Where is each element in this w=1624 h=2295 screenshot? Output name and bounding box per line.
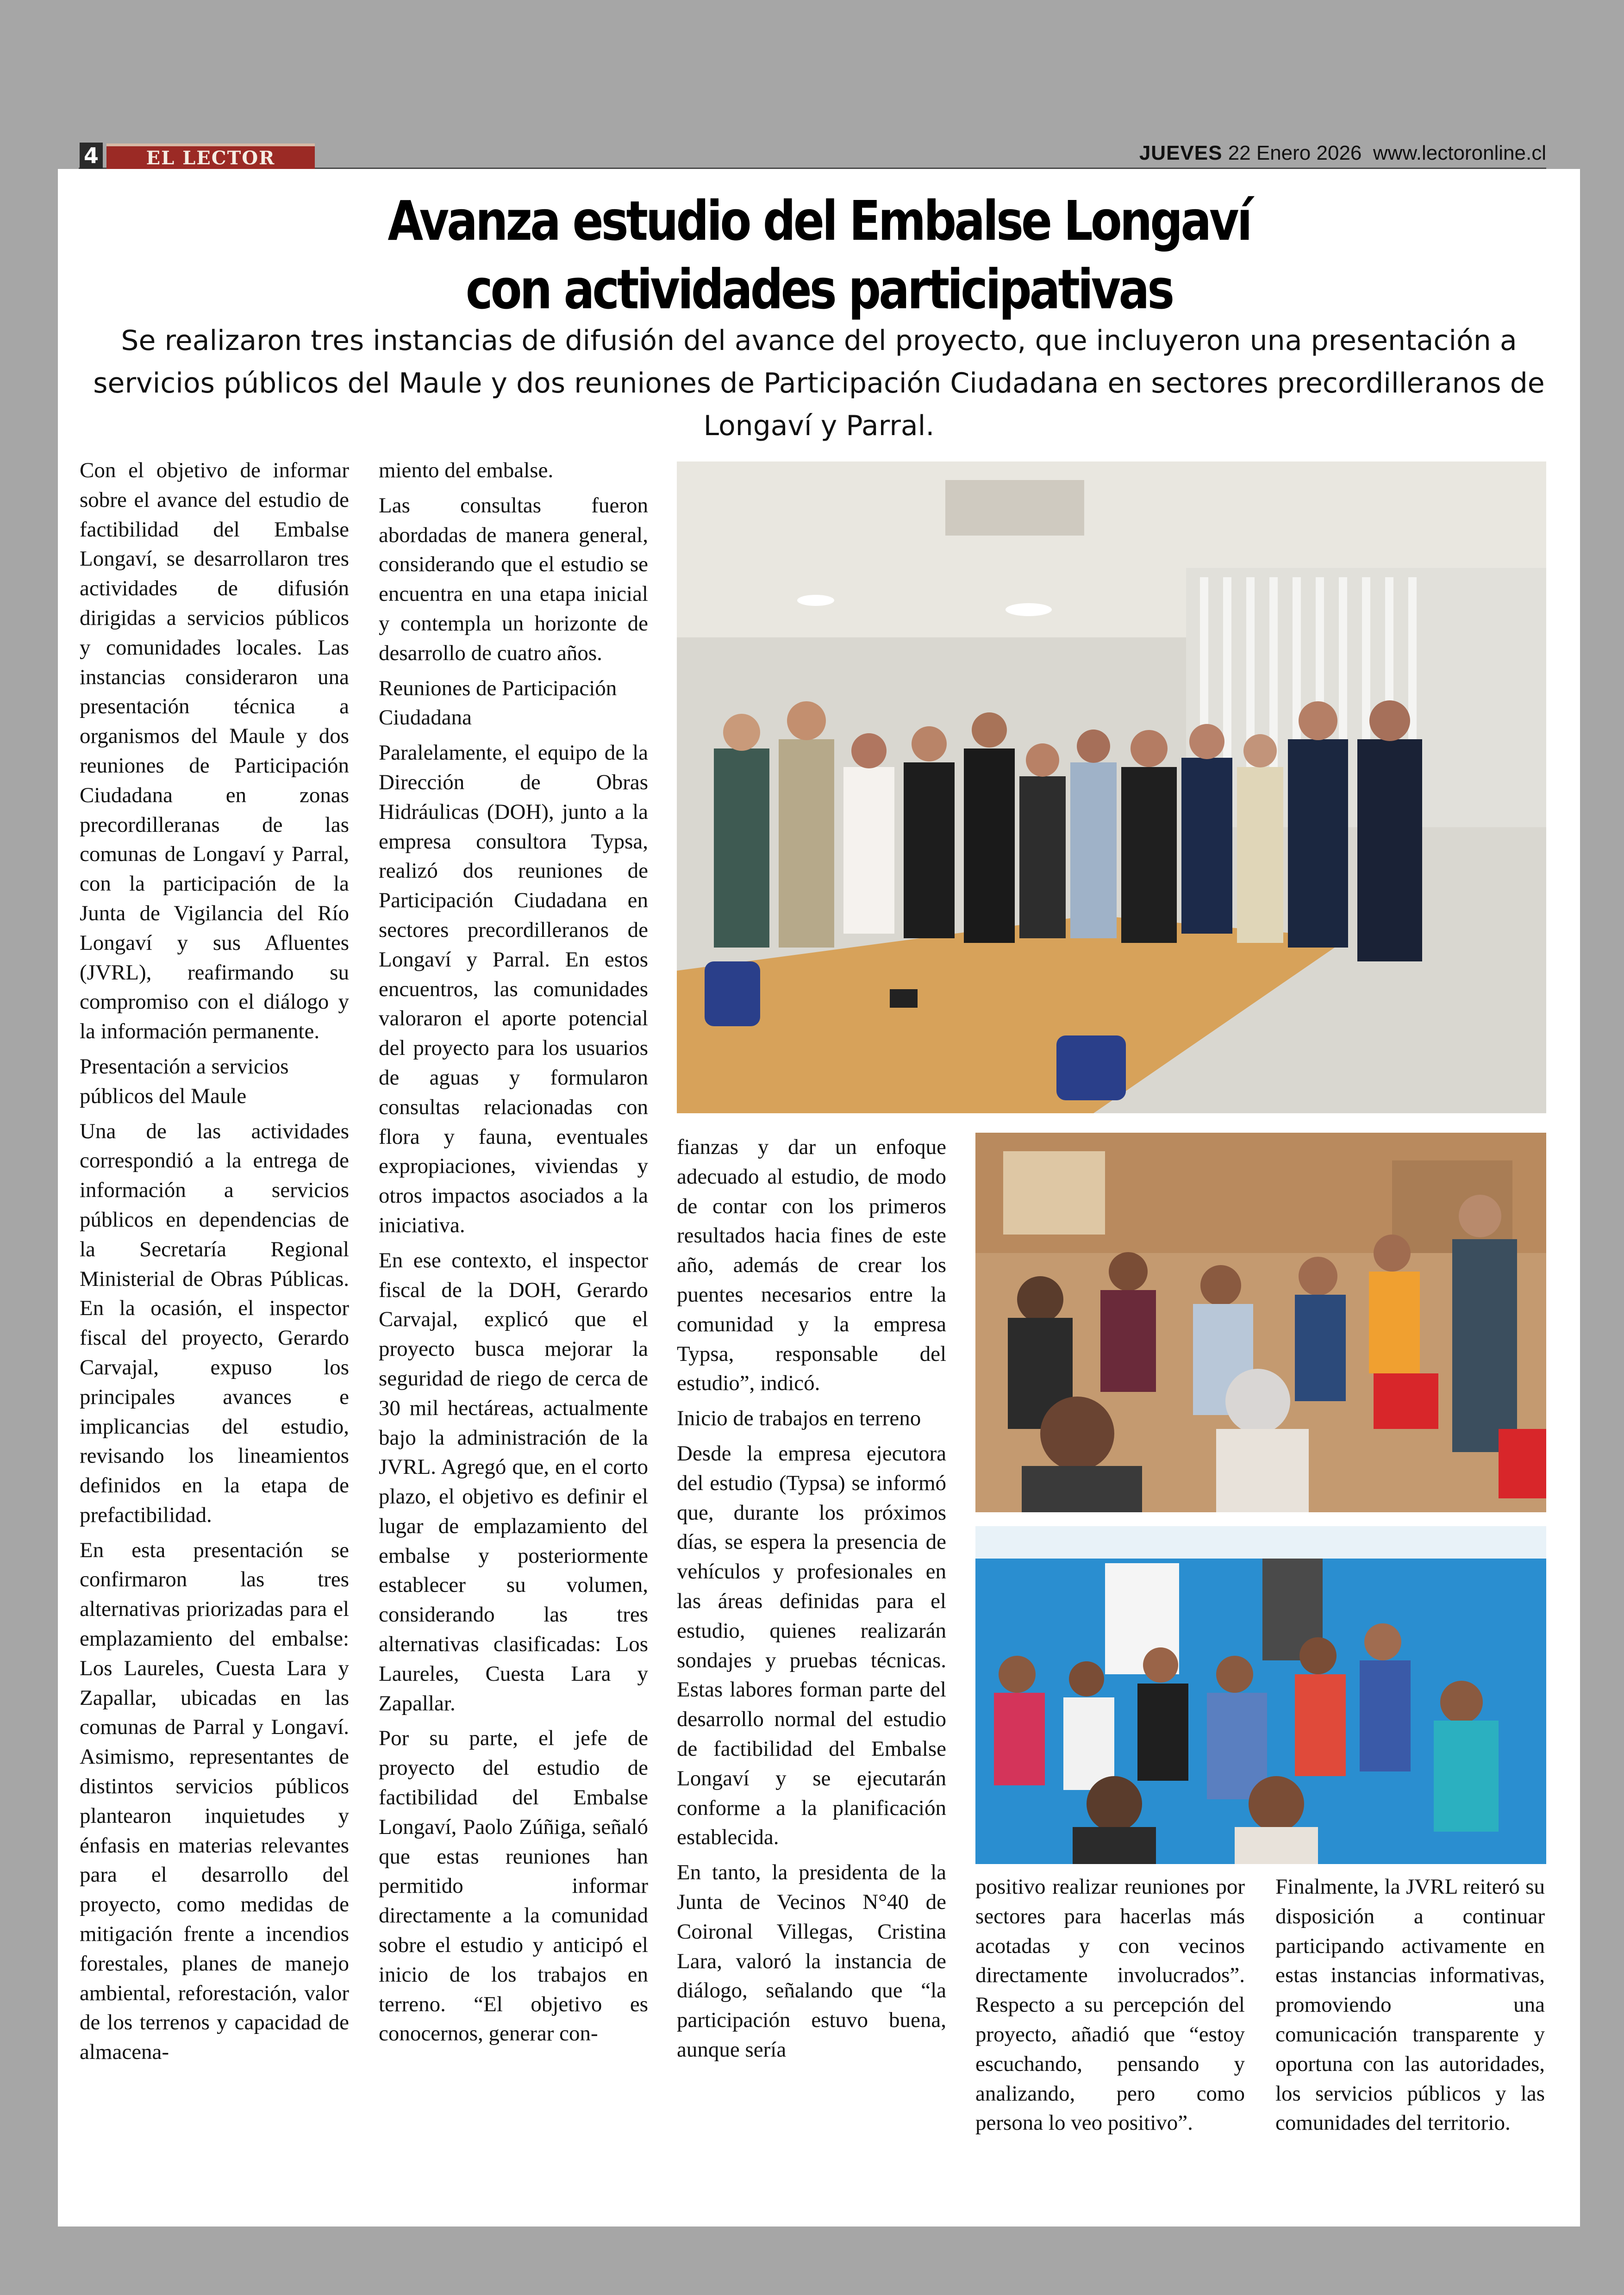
section-heading: Inicio de trabajos en terreno [677, 1406, 921, 1431]
text-column-1 [80, 456, 349, 2073]
subheadline: Se realizaron tres instancias de difusión del avance del proyecto, que incluyeron una presentación a servicios públicos del Maule y dos reuniones de Participación Ciudadana en sectores precordilleranos de Longaví y Parral. [93, 324, 1545, 442]
dateline-date: 22 Enero 2026 [1222, 142, 1362, 164]
meeting-photo-1 [975, 1133, 1546, 1512]
text-column-3 [677, 1133, 946, 2070]
page-header [79, 140, 1546, 169]
paragraph: Por su parte, el jefe de proyecto del estudio de factibilidad del Embalse Longaví, Paolo Zúñiga, señaló que estas reuniones han permitido informar directamente a la comunidad sobre el estudio y anticipó el inicio de los trabajos en terreno. “El objetivo es conocernos, generar con- [379, 1726, 648, 2046]
paragraph: Finalmente, la JVRL reiteró su disposición a continuar participando activamente en estas instancias informativas, promoviendo una comunicación transparente y oportuna con las autoridades, los servicios públicos y las comunidades del territorio. [1275, 1875, 1545, 2135]
newspaper-logo: EL LECTOR [106, 143, 315, 170]
paragraph: Desde la empresa ejecutora del estudio (Typsa) se informó que, durante los próximos días, se espera la presencia de vehículos y profesionales en las áreas definidas para el estudio, quienes realizarán sondajes y pruebas técnicas. Estas labores forman parte del desarrollo normal del estudio de factibilidad del Embalse Longaví y se ejecutarán conforme a la planificación establecida. [677, 1441, 946, 1850]
article-sheet [58, 169, 1580, 2226]
headline [180, 187, 1458, 324]
dateline [1139, 142, 1546, 165]
paragraph: En esta presentación se confirmaron las tres alternativas priorizadas para el emplazamiento del embalse: Los Laureles, Cuesta Lara y Zapallar, ubicadas en las comunas de Parral y Longaví. Asimismo, representantes de distintos servicios públicos plantearon inquietudes y énfasis en materias relevantes para el desarrollo del proyecto, como medidas de mitigación frente a incendios forestales, planes de manejo ambiental, reforestación, valor de los terrenos y capacidad de almacena- [80, 1538, 349, 2064]
dateline-day: JUEVES [1139, 142, 1223, 164]
paragraph: En tanto, la presidenta de la Junta de Vecinos N°40 de Coironal Villegas, Cristina Lara, valoró la instancia de diálogo, señalando que “la participación estuvo buena, aunque sería [677, 1860, 946, 2062]
paragraph: Paralelamente, el equipo de la Dirección de Obras Hidráulicas (DOH), junto a la empresa consultora Typsa, realizó dos reuniones de Participación Ciudadana en sectores precordilleranos de Longaví y Parral. En estos encuentros, las comunidades valoraron el aporte potencial del proyecto para los usuarios de aguas y formularon consultas relacionadas con flora y fauna, eventuales expropiaciones, viviendas y otros impactos asociados a la iniciativa. [379, 741, 648, 1237]
paragraph: fianzas y dar un enfoque adecuado al estudio, de modo de contar con los primeros resultados hacia fines de este año, además de crear los puentes necesarios entre la comunidad y la empresa Typsa, responsable del estudio”, indicó. [677, 1135, 946, 1396]
text-column-5 [1275, 1872, 1545, 2144]
paragraph: Una de las actividades correspondió a la entrega de información a servicios públicos en dependencias de la Secretaría Regional Ministerial de Obras Públicas. En la ocasión, el inspector fiscal del proyecto, Gerardo Carvajal, expuso los principales avances e implicancias del estudio, revisando los lineamientos definidos en la etapa de prefactibilidad. [80, 1119, 349, 1527]
meeting-photo-2 [975, 1526, 1546, 1864]
text-column-4 [975, 1872, 1245, 2144]
headline-line-2: con actividades participativas [465, 257, 1173, 321]
paragraph: miento del embalse. [379, 458, 554, 482]
paragraph: Con el objetivo de informar sobre el avance del estudio de factibilidad del Embalse Longaví, se desarrollaron tres actividades de difusión dirigidas a servicios públicos y comunidades locales. Las instancias consideraron una presentación técnica a organismos del Maule y dos reuniones de Participación Ciudadana en zonas precordilleranas de las comunas de Longaví y Parral, con la participación de la Junta de Vigilancia del Río Longaví y sus Afluentes (JVRL), reafirmando su compromiso con el diálogo y la información permanente. [80, 458, 349, 1044]
paragraph: En ese contexto, el inspector fiscal de la DOH, Gerardo Carvajal, explicó que el proyecto busca mejorar la seguridad de riego de cerca de 30 mil hectáreas, actualmente bajo la administración de la JVRL. Agregó que, en el corto plazo, el objetivo es definir el lugar de emplazamiento del embalse y posteriormente establecer su volumen, considerando las tres alternativas clasificadas: Los Laureles, Cuesta Lara y Zapallar. [379, 1248, 648, 1715]
section-heading: Reuniones de Participación Ciudadana [379, 676, 617, 730]
group-photo [677, 461, 1546, 1113]
paragraph: Las consultas fueron abordadas de manera general, considerando que el estudio se encuentra en una etapa inicial y contempla un horizonte de desarrollo de cuatro años. [379, 493, 648, 665]
page-number: 4 [80, 143, 103, 168]
website-link[interactable]: www.lectoronline.cl [1373, 142, 1546, 164]
section-heading: Presentación a servicios públicos del Maule [80, 1054, 289, 1108]
paragraph: positivo realizar reuniones por sectores para hacerlas más acotadas y con vecinos directamente involucrados”. Respecto a su percepción del proyecto, añadió que “estoy escuchando, pensando y analizando, pero como persona lo veo positivo”. [975, 1875, 1245, 2135]
headline-line-1: Avanza estudio del Embalse Longaví [387, 189, 1250, 253]
text-column-2 [379, 456, 648, 2054]
